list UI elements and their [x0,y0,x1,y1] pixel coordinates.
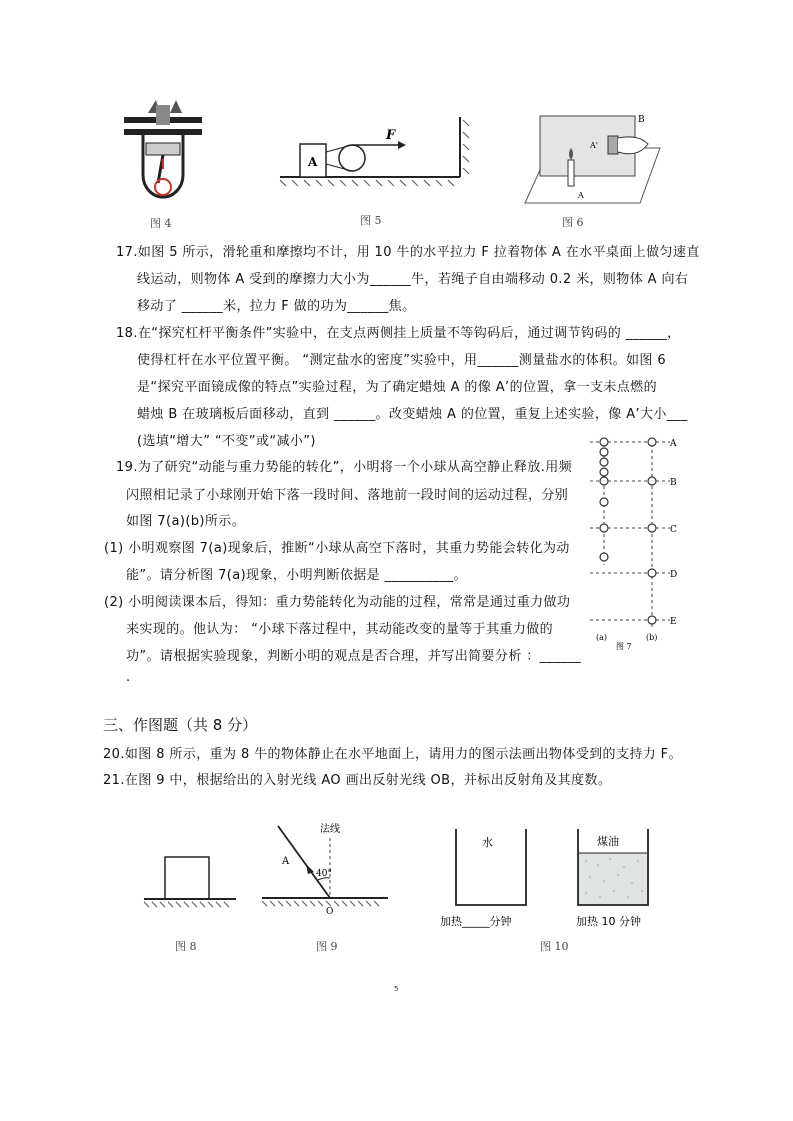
figure-5-caption: 图 5 [360,214,382,227]
q20-text: 20.如图 8 所示，重为 8 牛的物体静止在水平地面上，请用力的图示法画出物体受到的支持力 F。 [103,747,682,762]
q18-line-3: 是“探究平面镜成像的特点”实验过程，为了确定蜡烛 A 的像 A’的位置，拿一支未点燃的 [137,380,657,395]
figure-7-marker-d: D [670,570,678,580]
q18-line-2: 使得杠杆在水平位置平衡。 “测定盐水的密度”实验中，用______测量盐水的体积。如图 6 [137,353,667,368]
figure-8-block-on-ground [140,855,240,910]
figure-10-oil-label: 煤油 [597,835,619,848]
q19-part1-line-1: (1) 小明观察图 7(a)现象后，推断“小球从高空下落时，其重力势能会转化为动 [104,541,570,556]
figure-10-water-label: 水 [482,836,493,849]
q19-line-1: 19.为了研究“动能与重力势能的转化”，小明将一个小球从高空静止释放.用频 [116,460,573,475]
q21-text: 21.在图 9 中，根据给出的入射光线 AO 画出反射光线 OB，并标出反射角及其度数。 [103,773,612,788]
q19-part2-line-1: (2) 小明阅读课本后，得知：重力势能转化为动能的过程，常常是通过重力做功 [104,595,571,610]
figure-8-caption: 图 8 [175,940,197,953]
figure-5-block-label: A [308,155,318,169]
figure-4-caption: 图 4 [150,217,172,230]
figure-9-caption: 图 9 [316,940,338,953]
figure-9-reflection [260,818,390,923]
q19-part2-line-2: 来实现的。他认为： “小球下落过程中，其动能改变的量等于其重力做的 [126,622,554,637]
figure-7-label-a: (a) [596,633,608,642]
section-3-heading: 三、作图题（共 8 分） [103,716,258,734]
figure-10-heat-right-label: 加热 10 分钟 [576,915,641,928]
figure-9-ray-label: A [282,856,290,867]
figure-7-marker-b: B [670,478,677,488]
figure-7-marker-c: C [670,525,677,535]
figure-5-force-label: F [386,128,396,143]
q18-line-1: 18.在“探究杠杆平衡条件”实验中，在支点两侧挂上质量不等钩码后，通过调节钩码的 ______， [116,326,681,341]
figure-7-caption: 图 7 [616,642,632,651]
figure-9-origin-label: O [326,907,334,917]
q18-line-4: 蜡烛 B 在玻璃板后面移动，直到 ______。改变蜡烛 A 的位置，重复上述实验，像 A’大小___ [137,407,688,422]
page-number: 5 [394,985,399,993]
q17-line-3: 移动了 ______米，拉力 F 做的功为______焦。 [137,299,416,314]
q19-line-3: 如图 7(a)(b)所示。 [126,514,246,529]
q19-line-2: 闪照相记录了小球刚开始下落一段时间、落地前一段时间的运动过程，分别 [126,488,569,503]
q19-part2-line-3: 功”。请根据实验现象，判断小明的观点是否合理，并写出简要分析 ：______ [126,649,582,664]
figure-7-strobe-photos [590,430,690,655]
figure-5-pulley [280,112,475,187]
q17-line-1: 17.如图 5 所示，滑轮重和摩擦均不计，用 10 牛的水平拉力 F 拉着物体 A 在水平桌面上做匀速直 [116,245,700,260]
q19-part1-line-2: 能”。请分析图 7(a)现象，小明判断依据是 __________。 [126,568,467,583]
figure-6-image-label: A' [590,141,598,150]
figure-7-label-b: (b) [646,633,658,642]
figure-4-engine [118,95,208,215]
figure-10-heat-left-label: 加热_____分钟 [440,915,512,928]
figure-6-candle-b-label: B [638,115,645,125]
q17-line-2: 线运动，则物体 A 受到的摩擦力大小为______牛，若绳子自由端移动 0.2 米，则物体 A 向右 [137,272,689,287]
figure-9-normal-label: 法线 [320,824,340,835]
figure-6-mirror-experiment [520,108,680,208]
figure-10-caption: 图 10 [540,940,569,953]
q18-line-5: (选填“增大” “不变”或“减小”) [137,434,316,449]
figure-6-candle-a-label: A [578,191,584,200]
q19-part2-line-4: . [126,670,131,685]
figure-7-marker-e: E [670,617,677,627]
figure-6-caption: 图 6 [562,216,584,229]
figure-7-marker-a: A [670,439,677,449]
figure-9-angle-label: 40° [316,869,332,879]
figure-10-heating-beakers [440,825,670,935]
